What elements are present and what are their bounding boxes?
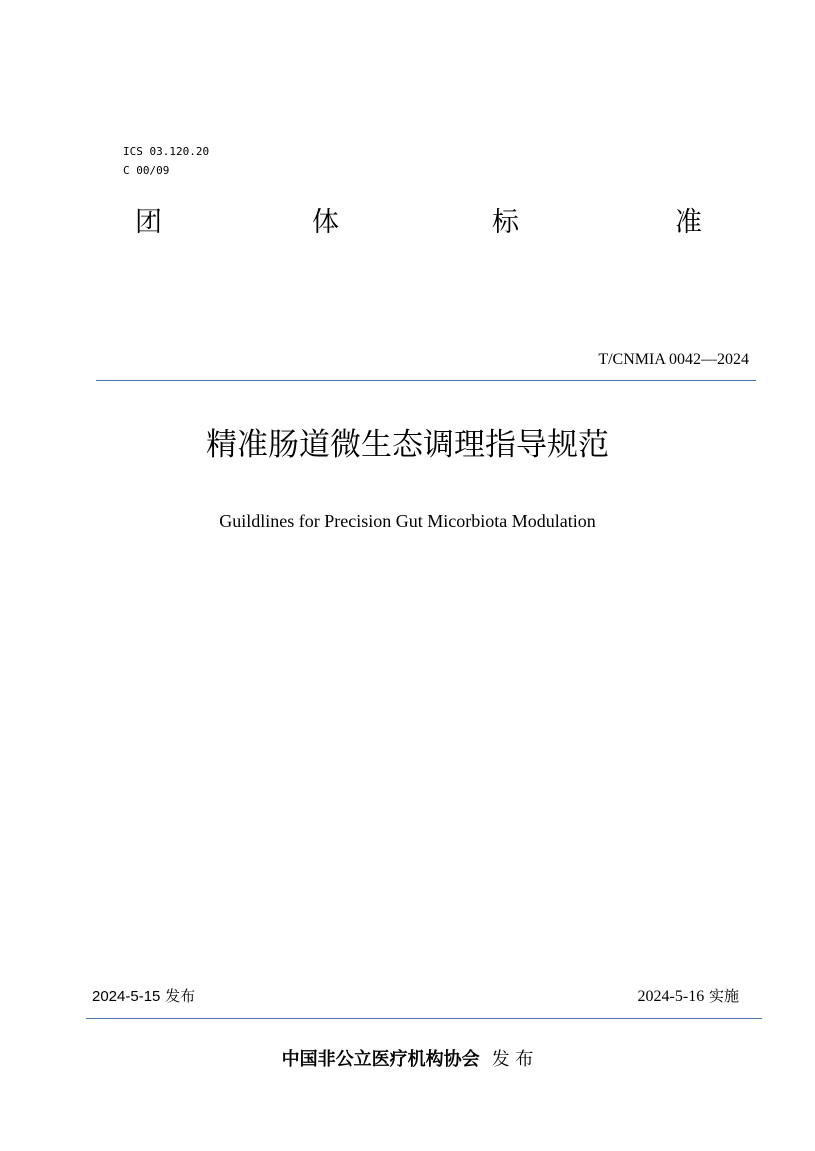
standard-type-char-4: 准 bbox=[675, 207, 702, 238]
title-english: Guildlines for Precision Gut Micorbiota Modulation bbox=[219, 511, 596, 531]
ccs-code: C 00/09 bbox=[123, 164, 170, 177]
implement-label: 实施 bbox=[708, 987, 739, 1005]
implement-date-block bbox=[638, 986, 739, 1007]
title-chinese: 精准肠道微生态调理指导规范 bbox=[206, 427, 609, 463]
issue-label: 发布 bbox=[165, 987, 196, 1005]
top-divider bbox=[96, 380, 756, 381]
issue-date-block bbox=[92, 986, 195, 1007]
ics-code: ICS 03.120.20 bbox=[123, 145, 210, 158]
standard-type-char-3: 标 bbox=[492, 207, 519, 238]
publisher-action: 发 布 bbox=[491, 1049, 534, 1070]
issue-date: 2024-5-15 bbox=[92, 988, 161, 1005]
publisher-line bbox=[0, 1048, 815, 1072]
standard-number: T/CNMIA 0042—2024 bbox=[598, 351, 749, 368]
standard-type-char-2: 体 bbox=[312, 207, 339, 238]
publisher-name: 中国非公立医疗机构协会 bbox=[281, 1049, 480, 1070]
implement-date: 2024-5-16 bbox=[637, 988, 705, 1005]
bottom-divider bbox=[86, 1018, 762, 1019]
standard-type-char-1: 团 bbox=[135, 207, 162, 238]
